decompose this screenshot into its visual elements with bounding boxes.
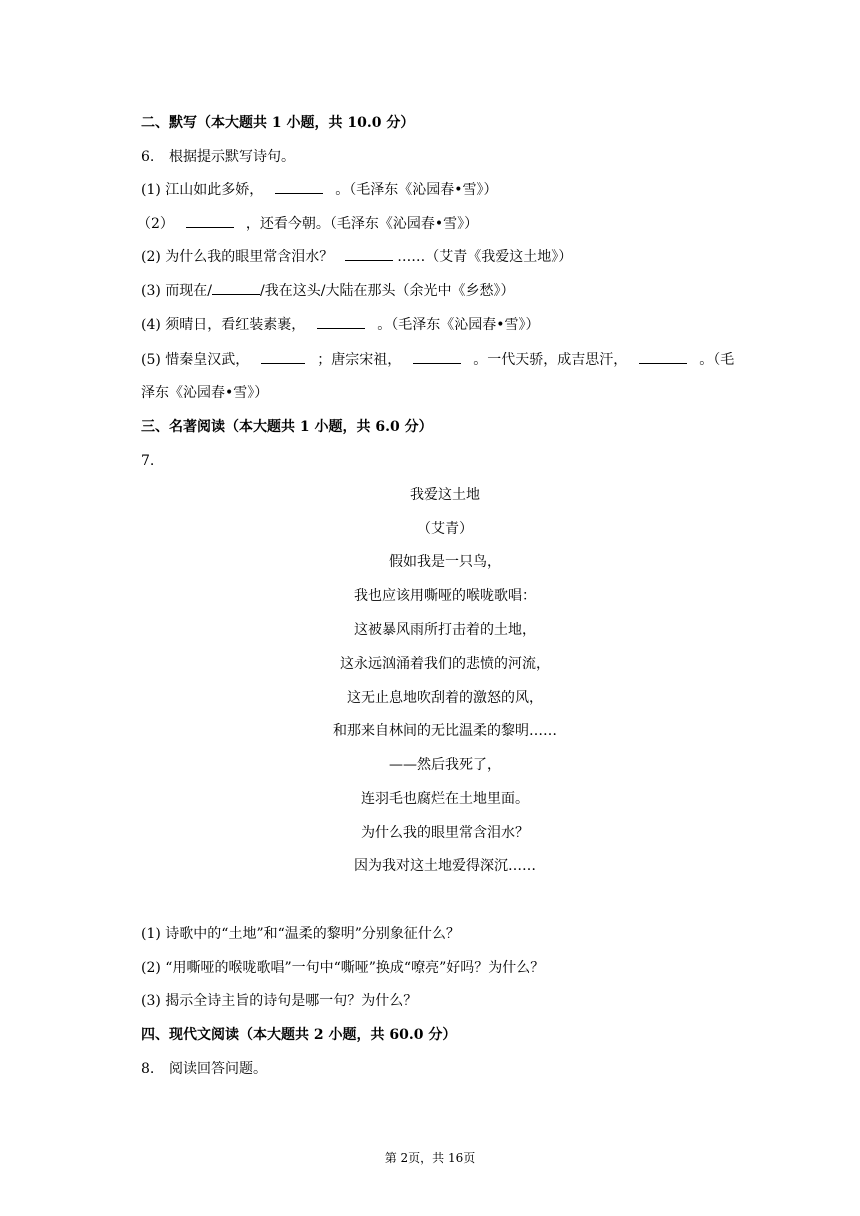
answer-blank (261, 351, 305, 364)
poem-title: 我爱这土地 (410, 487, 480, 503)
answer-blank (317, 316, 365, 329)
answer-blank (275, 181, 323, 194)
item-text-after: /我在这头/大陆在那头（余光中《乡愁》） (260, 283, 515, 299)
item-text-after: 。（毛泽东《沁园春•雪》） (335, 182, 498, 198)
q6-item-2b (141, 247, 572, 267)
page-footer: 第 2页，共 16页 (384, 1151, 476, 1165)
answer-blank (186, 215, 234, 228)
item-label: (5) (141, 352, 161, 368)
poem-line: 我也应该用嘶哑的喉咙歌唱： (354, 588, 536, 604)
item-text-after: ，还看今朝。（毛泽东《沁园春•雪》） (245, 216, 479, 232)
q6-item-4 (141, 315, 540, 335)
poem-author: （艾青） (417, 521, 473, 537)
item-text: 。（毛 (699, 352, 735, 368)
item-text-before: 须晴日，看红装素裹， (165, 317, 306, 333)
item-text: “用嘶哑的喉咙歌唱”一句中“嘶哑”换成“嘹亮”好吗？为什么？ (165, 960, 545, 976)
q6-item-3 (141, 281, 514, 301)
poem-line: 和那来自林间的无比温柔的黎明…… (333, 723, 557, 739)
item-text: ；唐宗宋祖， (317, 352, 402, 368)
q6-item-1 (141, 180, 498, 200)
poem-line: 这永远汹涌着我们的悲愤的河流， (340, 656, 550, 672)
poem-line: ——然后我死了， (389, 757, 501, 773)
q6-item-2a (137, 214, 478, 234)
question-number: 6. (141, 149, 155, 165)
q6-item-5-continued: 泽东《沁园春•雪》） (141, 385, 269, 401)
item-text: 揭示全诗主旨的诗句是哪一句？为什么？ (165, 993, 418, 1009)
q7-sub-question-3 (141, 991, 417, 1011)
question-6 (141, 147, 295, 167)
poem-line: 这被暴风雨所打击着的土地， (354, 622, 536, 638)
question-prompt: 根据提示默写诗句。 (169, 149, 295, 165)
item-label: (3) (141, 993, 161, 1009)
item-label: (2) (141, 249, 161, 265)
q7-sub-question-1 (141, 924, 460, 944)
poem-line: 为什么我的眼里常含泪水？ (361, 825, 529, 841)
answer-blank (413, 351, 461, 364)
poem-line: 假如我是一只鸟， (389, 554, 501, 570)
item-label: (4) (141, 317, 161, 333)
q7-sub-question-2 (141, 958, 544, 978)
question-7-number: 7. (141, 453, 155, 469)
poem-line: 因为我对这土地爱得深沉…… (354, 858, 536, 874)
item-text: 。一代天骄，成吉思汗， (473, 352, 628, 368)
item-label: (2) (141, 960, 161, 976)
section-4-heading: 四、现代文阅读（本大题共 2 小题，共 60.0 分） (141, 1027, 457, 1043)
section-2-heading: 二、默写（本大题共 1 小题，共 10.0 分） (141, 115, 415, 131)
item-text-before: 为什么我的眼里常含泪水？ (165, 249, 334, 265)
item-text: 诗歌中的“土地”和“温柔的黎明”分别象征什么？ (165, 926, 460, 942)
item-label: （2） (137, 216, 174, 232)
item-text: 惜秦皇汉武， (165, 352, 250, 368)
item-text-before: 而现在/ (165, 283, 213, 299)
item-text-after: 。（毛泽东《沁园春•雪》） (377, 317, 540, 333)
answer-blank (345, 248, 393, 261)
item-text-before: 江山如此多娇， (165, 182, 264, 198)
item-label: (3) (141, 283, 161, 299)
poem-line: 连羽毛也腐烂在土地里面。 (361, 791, 529, 807)
question-8 (141, 1059, 267, 1079)
item-label: (1) (141, 182, 161, 198)
question-number: 8. (141, 1061, 155, 1077)
item-text-after: ……（艾青《我爱这土地》） (397, 249, 573, 265)
question-prompt: 阅读回答问题。 (169, 1061, 267, 1077)
item-label: (1) (141, 926, 161, 942)
q6-item-5 (141, 350, 734, 370)
poem-line: 这无止息地吹刮着的激怒的风， (347, 690, 543, 706)
answer-blank (639, 351, 687, 364)
answer-blank (212, 282, 260, 295)
section-3-heading: 三、名著阅读（本大题共 1 小题，共 6.0 分） (141, 419, 433, 435)
